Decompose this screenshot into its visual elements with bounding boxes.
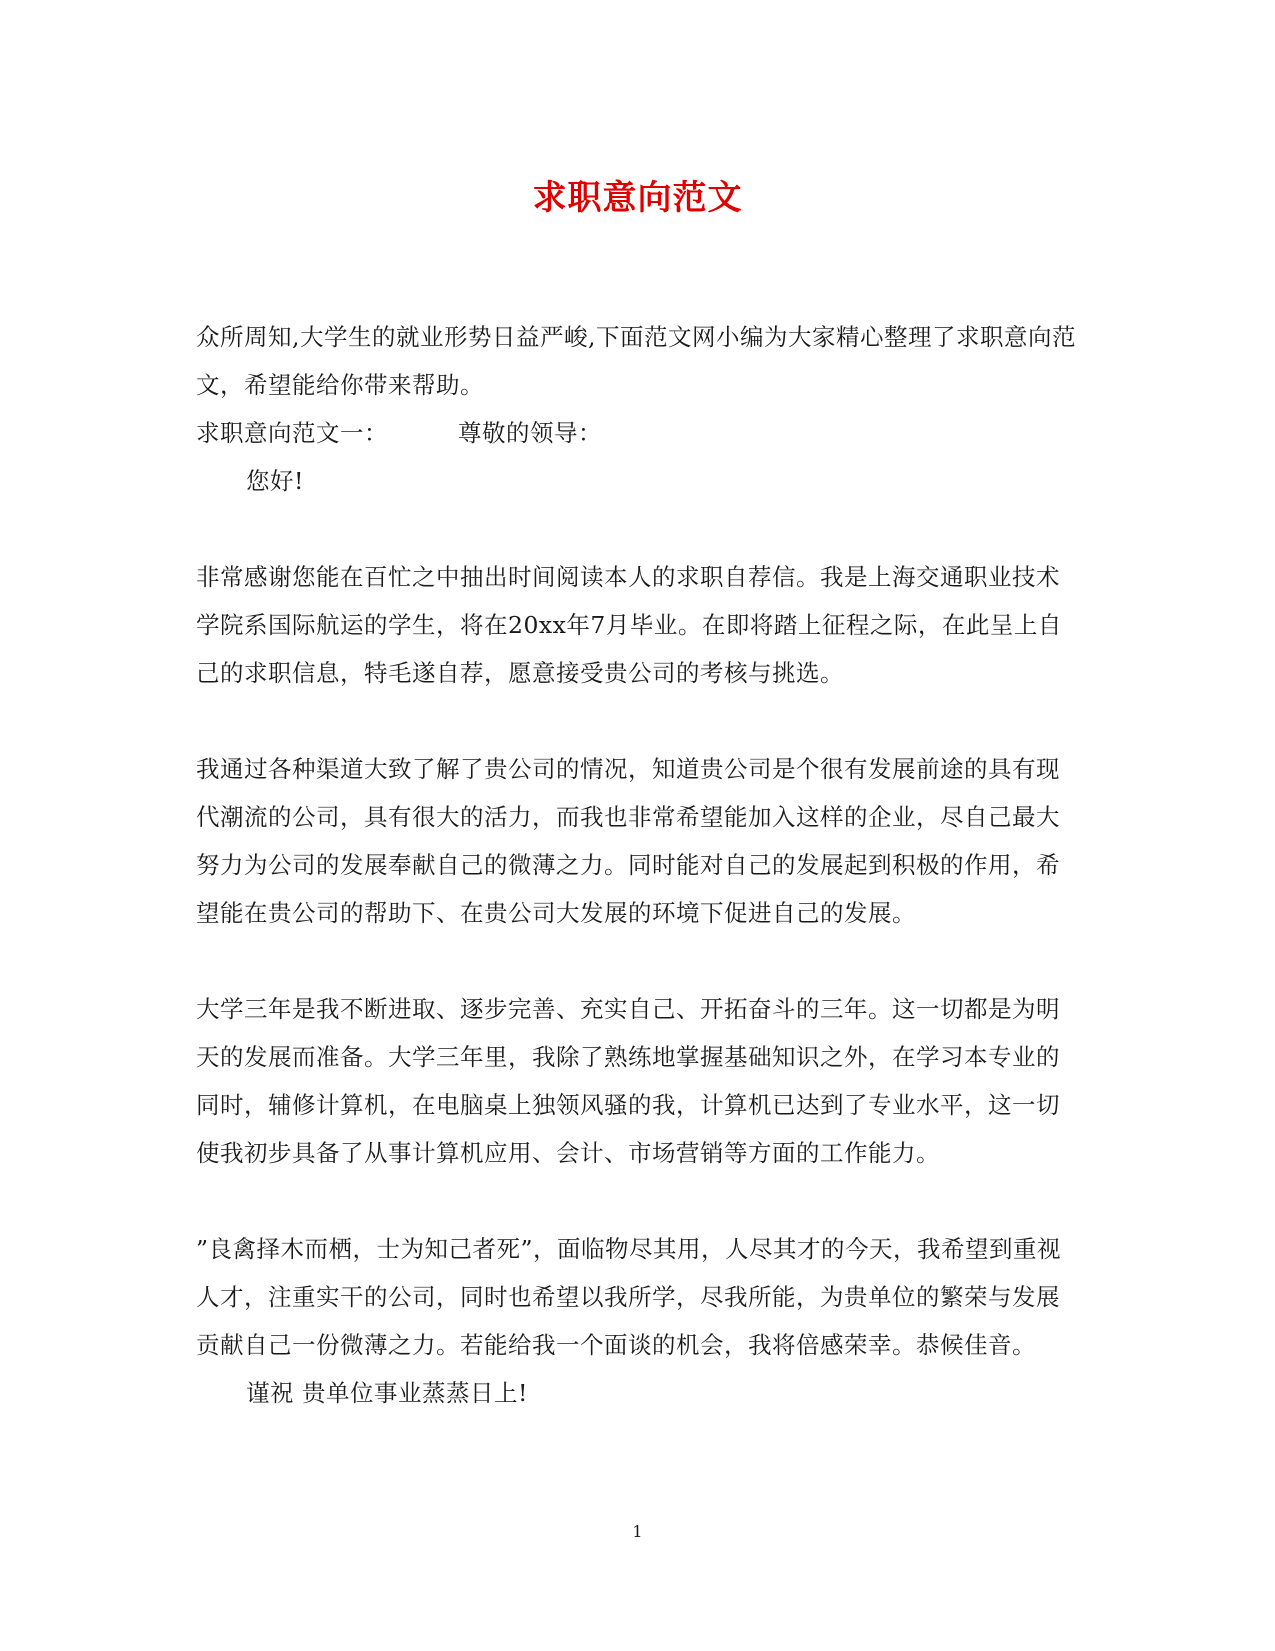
document-body — [196, 313, 1076, 1417]
paragraph-spacer — [196, 937, 1076, 985]
body-paragraph: 大学三年是我不断进取、逐步完善、充实自己、开拓奋斗的三年。这一切都是为明天的发展而准备。大学三年里，我除了熟练地掌握基础知识之外，在学习本专业的同时，辅修计算机，在电脑桌上独领风骚的我，计算机已达到了专业水平，这一切使我初步具备了从事计算机应用、会计、市场营销等方面的工作能力。 — [196, 995, 1060, 1167]
section-label: 求职意向范文一： — [196, 419, 388, 447]
salutation: 尊敬的领导： — [458, 419, 602, 447]
paragraph-spacer — [196, 1177, 1076, 1225]
intro-paragraph: 众所周知,大学生的就业形势日益严峻,下面范文网小编为大家精心整理了求职意向范文，希望能给你带来帮助。 — [196, 323, 1076, 399]
paragraph-spacer — [196, 697, 1076, 745]
page-number: 1 — [632, 1522, 643, 1541]
body-paragraph: 非常感谢您能在百忙之中抽出时间阅读本人的求职自荐信。我是上海交通职业技术学院系国际航运的学生，将在20xx年7月毕业。在即将踏上征程之际，在此呈上自己的求职信息，特毛遂自荐，愿意接受贵公司的考核与挑选。 — [196, 563, 1062, 687]
body-paragraph: 我通过各种渠道大致了解了贵公司的情况，知道贵公司是个很有发展前途的具有现代潮流的公司，具有很大的活力，而我也非常希望能加入这样的企业，尽自己最大努力为公司的发展奉献自己的微薄之力。同时能对自己的发展起到积极的作用，希望能在贵公司的帮助下、在贵公司大发展的环境下促进自己的发展。 — [196, 755, 1060, 927]
greeting: 您好! — [246, 467, 304, 495]
paragraph-spacer — [196, 505, 1076, 553]
document-title: 求职意向范文 — [532, 178, 743, 218]
section-heading-line — [196, 409, 1076, 457]
closing-line: 谨祝 贵单位事业蒸蒸日上! — [246, 1379, 528, 1407]
body-paragraph: ”良禽择木而栖，士为知己者死”，面临物尽其用，人尽其才的今天，我希望到重视人才，注重实干的公司，同时也希望以我所学，尽我所能，为贵单位的繁荣与发展贡献自己一份微薄之力。若能给我一个面谈的机会，我将倍感荣幸。恭候佳音。 — [196, 1235, 1062, 1359]
